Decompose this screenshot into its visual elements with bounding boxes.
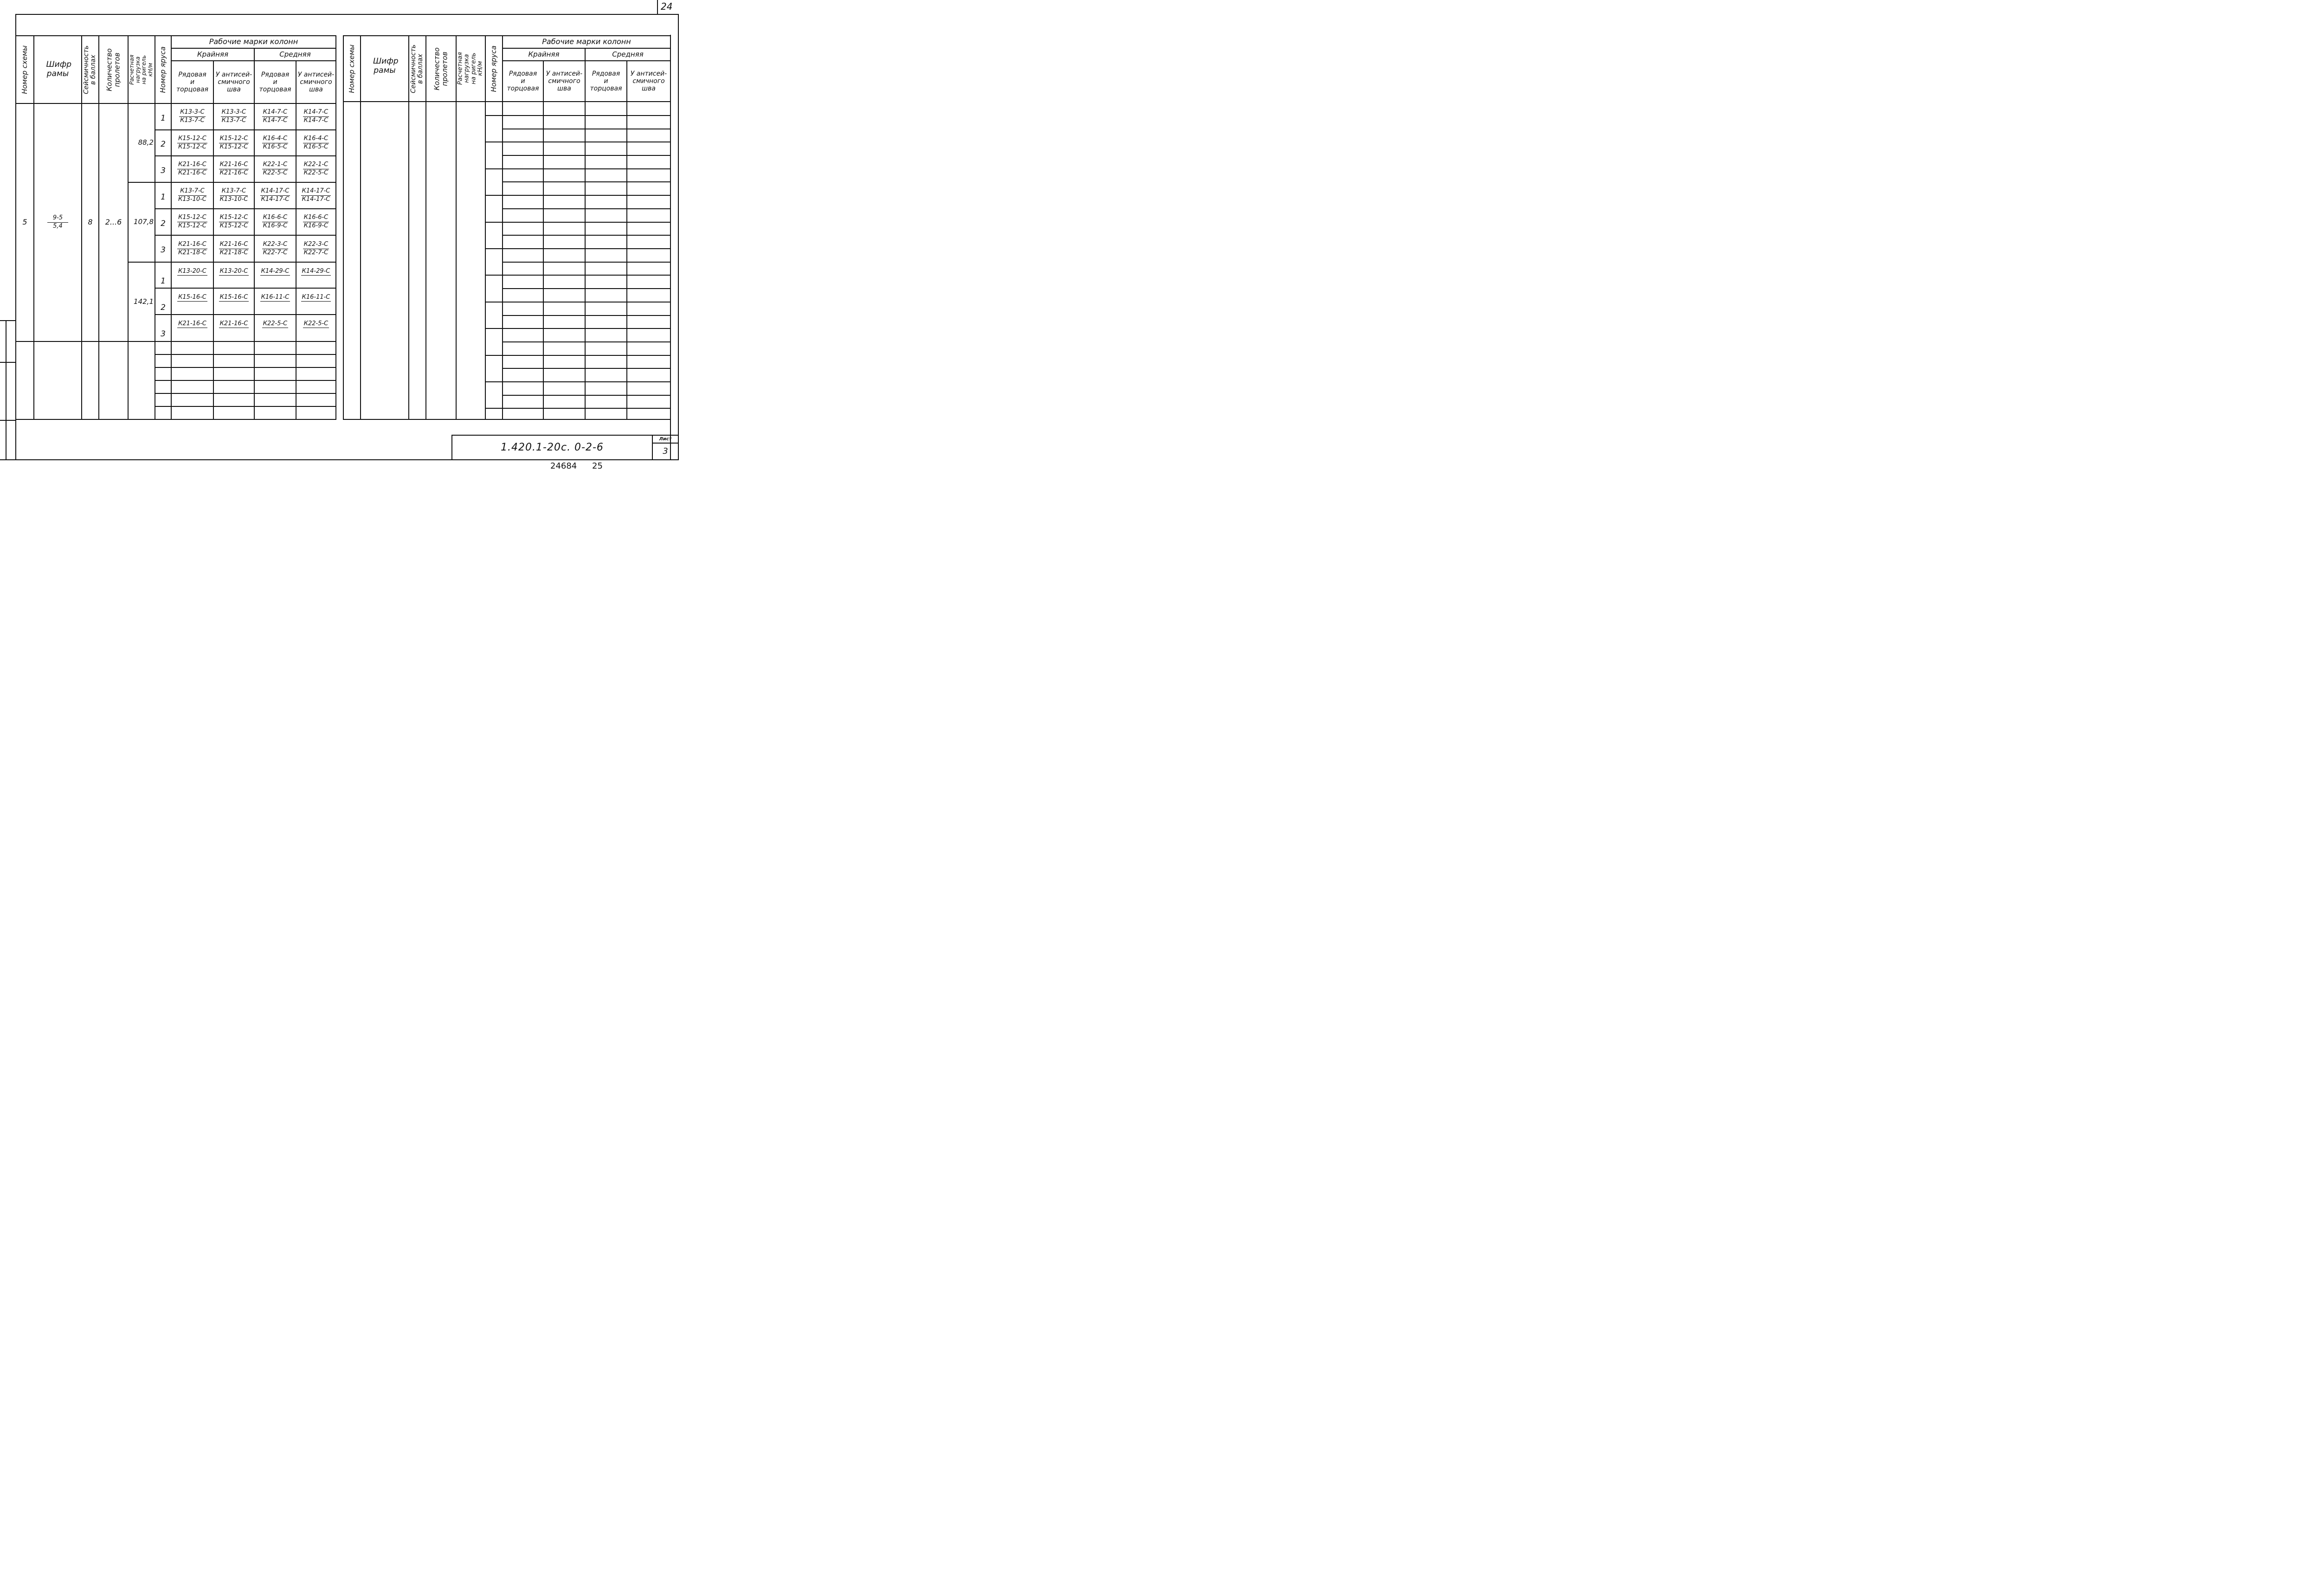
mark-top: К15-12-С bbox=[219, 135, 249, 143]
header-spans-count: Количество пролетов bbox=[105, 48, 122, 91]
header-frame-code: Шифр рамы bbox=[373, 57, 399, 75]
header-spans-count: Количество пролетов bbox=[433, 47, 449, 90]
column-mark bbox=[172, 104, 213, 129]
mark-top: К16-6-С bbox=[262, 214, 289, 222]
mark-bottom: К21-16-С bbox=[178, 169, 206, 176]
mark-top: К13-20-С bbox=[177, 268, 207, 276]
column-mark bbox=[296, 156, 335, 182]
column-mark bbox=[214, 130, 254, 155]
mark-top: К21-16-С bbox=[177, 161, 207, 169]
column-mark bbox=[214, 315, 254, 334]
column-mark bbox=[214, 104, 254, 129]
mark-bottom: К14-17-С bbox=[302, 196, 330, 203]
column-mark bbox=[296, 130, 335, 155]
tier-number: 2 bbox=[161, 219, 166, 228]
load-value: 107,8 bbox=[134, 218, 154, 226]
mark-bottom: К16-5-С bbox=[303, 143, 329, 150]
header-edge-antiseismic: У антисей- смичного шва bbox=[546, 70, 583, 93]
header-edge-ordinary: Рядовая и торцовая bbox=[507, 70, 539, 93]
tier-number: 3 bbox=[161, 329, 166, 339]
header-working-marks: Рабочие марки колонн bbox=[209, 37, 298, 46]
tier-number: 2 bbox=[161, 302, 166, 312]
header-edge: Крайняя bbox=[528, 50, 560, 58]
column-mark bbox=[172, 236, 213, 262]
mark-top: К14-29-С bbox=[260, 268, 290, 276]
mark-top: К15-12-С bbox=[177, 135, 207, 143]
mark-bottom: К14-17-С bbox=[261, 196, 290, 203]
column-mark bbox=[296, 209, 335, 235]
column-mark bbox=[296, 315, 335, 334]
header-middle: Средняя bbox=[612, 50, 644, 58]
mark-top: К22-5-С bbox=[262, 321, 289, 328]
column-mark bbox=[172, 183, 213, 208]
mark-bottom: К22-7-С bbox=[303, 249, 329, 256]
mark-bottom: К15-12-С bbox=[178, 143, 206, 150]
header-edge-ordinary: Рядовая и торцовая bbox=[176, 71, 208, 94]
header-tier-number: Номер яруса bbox=[159, 46, 168, 93]
archive-number: 24684 bbox=[550, 461, 577, 471]
mark-top: К15-12-С bbox=[219, 214, 249, 222]
mark-bottom: К15-12-С bbox=[219, 143, 248, 150]
mark-top: К15-12-С bbox=[177, 214, 207, 222]
header-design-load: Расчетная нагрузка на ригель кН/м bbox=[457, 52, 484, 85]
column-mark bbox=[172, 209, 213, 235]
footer-page: 25 bbox=[592, 461, 603, 471]
column-mark bbox=[172, 289, 213, 307]
column-mark bbox=[296, 263, 335, 281]
mark-top: К21-16-С bbox=[177, 321, 207, 328]
mark-top: К16-11-С bbox=[301, 294, 331, 302]
mark-bottom: К22-5-С bbox=[303, 169, 329, 176]
column-mark bbox=[214, 156, 254, 182]
mark-bottom: К13-7-С bbox=[180, 117, 205, 124]
mark-top: К22-3-С bbox=[303, 241, 329, 249]
column-mark bbox=[296, 236, 335, 262]
tier-number: 3 bbox=[161, 166, 166, 175]
mark-top: К22-1-С bbox=[303, 161, 329, 169]
header-tier-number: Номер яруса bbox=[490, 45, 498, 92]
mark-bottom: К13-7-С bbox=[221, 117, 246, 124]
mark-bottom: К16-9-С bbox=[263, 222, 288, 229]
mark-bottom: К21-16-С bbox=[219, 169, 248, 176]
mark-bottom: К13-10-С bbox=[178, 196, 206, 203]
header-middle: Средняя bbox=[279, 50, 311, 58]
mark-top: К13-3-С bbox=[221, 109, 247, 117]
scheme-number-value: 5 bbox=[22, 218, 27, 227]
column-mark bbox=[255, 130, 296, 155]
mark-top: К15-16-С bbox=[219, 294, 249, 302]
tier-number: 2 bbox=[161, 140, 166, 149]
load-value: 88,2 bbox=[138, 138, 154, 147]
column-mark bbox=[255, 183, 296, 208]
header-middle-antiseismic: У антисей- смичного шва bbox=[297, 71, 335, 94]
document-code: 1.420.1-20с. 0-2-6 bbox=[501, 441, 604, 453]
spans-value: 2...6 bbox=[105, 218, 122, 227]
mark-top: К21-16-С bbox=[219, 241, 249, 249]
mark-top: К22-1-С bbox=[262, 161, 289, 169]
header-frame-code: Шифр рамы bbox=[46, 60, 72, 78]
column-mark bbox=[214, 263, 254, 281]
mark-top: К13-3-С bbox=[179, 109, 206, 117]
header-middle-antiseismic: У антисей- смичного шва bbox=[630, 70, 667, 93]
header-scheme-number: Номер схемы bbox=[348, 44, 356, 93]
tier-number: 1 bbox=[161, 277, 166, 286]
mark-top: К16-4-С bbox=[262, 135, 289, 143]
sheet-label: Лист bbox=[659, 436, 672, 442]
mark-bottom: К14-7-С bbox=[303, 117, 329, 124]
mark-top: К14-7-С bbox=[303, 109, 329, 117]
mark-bottom: К22-7-С bbox=[263, 249, 288, 256]
header-design-load: Расчетная нагрузка на ригель кН/м bbox=[129, 54, 154, 85]
load-value: 142,1 bbox=[134, 297, 154, 306]
mark-bottom: К14-7-С bbox=[263, 117, 288, 124]
column-mark bbox=[255, 156, 296, 182]
mark-top: К16-11-С bbox=[260, 294, 290, 302]
column-mark bbox=[172, 263, 213, 281]
tier-number: 1 bbox=[161, 192, 166, 202]
mark-top: К21-16-С bbox=[219, 161, 249, 169]
column-mark bbox=[214, 236, 254, 262]
mark-bottom: К16-5-С bbox=[263, 143, 288, 150]
mark-top: К14-17-С bbox=[260, 188, 290, 196]
header-scheme-number: Номер схемы bbox=[20, 45, 29, 94]
tier-number: 1 bbox=[161, 113, 166, 123]
mark-top: К21-16-С bbox=[177, 241, 207, 249]
column-mark bbox=[255, 209, 296, 235]
header-middle-ordinary: Рядовая и торцовая bbox=[590, 70, 622, 93]
mark-bottom: К22-5-С bbox=[263, 169, 288, 176]
mark-bottom: К13-10-С bbox=[219, 196, 248, 203]
seismicity-value: 8 bbox=[88, 218, 93, 227]
mark-top: К14-7-С bbox=[262, 109, 289, 117]
mark-bottom: К16-9-С bbox=[303, 222, 329, 229]
header-working-marks: Рабочие марки колонн bbox=[542, 37, 631, 46]
mark-top: К21-16-С bbox=[219, 321, 249, 328]
mark-top: К14-17-С bbox=[301, 188, 331, 196]
column-mark bbox=[255, 263, 296, 281]
frame-code-value: 9-5 5,4 bbox=[34, 104, 81, 341]
column-mark bbox=[214, 209, 254, 235]
mark-top: К13-7-С bbox=[220, 188, 248, 196]
header-edge-antiseismic: У антисей- смичного шва bbox=[215, 71, 252, 94]
mark-top: К13-7-С bbox=[178, 188, 206, 196]
column-mark bbox=[255, 104, 296, 129]
mark-bottom: К21-18-С bbox=[219, 249, 248, 256]
mark-top: К13-20-С bbox=[219, 268, 249, 276]
mark-bottom: К15-12-С bbox=[178, 222, 206, 229]
column-mark bbox=[172, 156, 213, 182]
column-mark bbox=[255, 236, 296, 262]
mark-top: К16-4-С bbox=[303, 135, 329, 143]
column-mark bbox=[172, 130, 213, 155]
mark-top: К22-3-С bbox=[262, 241, 289, 249]
column-mark bbox=[172, 315, 213, 334]
column-mark bbox=[214, 183, 254, 208]
sheet-number: 3 bbox=[663, 446, 668, 456]
column-mark bbox=[296, 104, 335, 129]
header-middle-ordinary: Рядовая и торцовая bbox=[259, 71, 291, 94]
mark-bottom: К15-12-С bbox=[219, 222, 248, 229]
header-seismicity: Сейсмичность в баллах bbox=[410, 44, 425, 93]
tier-number: 3 bbox=[161, 245, 166, 255]
page-number: 24 bbox=[661, 1, 673, 12]
mark-top: К15-16-С bbox=[177, 294, 207, 302]
column-mark bbox=[296, 183, 335, 208]
mark-top: К22-5-С bbox=[303, 321, 329, 328]
column-mark bbox=[255, 315, 296, 334]
column-mark bbox=[214, 289, 254, 307]
mark-bottom: К21-18-С bbox=[178, 249, 206, 256]
mark-top: К14-29-С bbox=[301, 268, 331, 276]
header-seismicity: Сейсмичность в баллах bbox=[83, 45, 97, 94]
column-mark bbox=[296, 289, 335, 307]
mark-top: К16-6-С bbox=[303, 214, 329, 222]
column-mark bbox=[255, 289, 296, 307]
header-edge: Крайняя bbox=[197, 50, 228, 58]
